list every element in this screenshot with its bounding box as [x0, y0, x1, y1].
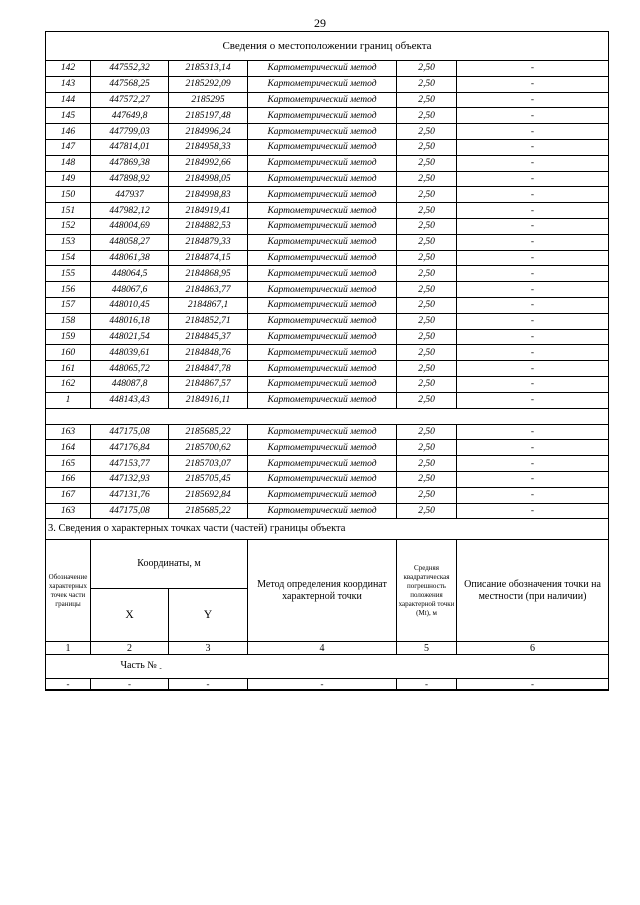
coord-x: 447869,38 — [91, 155, 169, 171]
description: - — [457, 440, 609, 456]
description: - — [457, 92, 609, 108]
accuracy: 2,50 — [397, 345, 457, 361]
table-row — [46, 139, 609, 155]
description: - — [457, 329, 609, 345]
coord-x: 448021,54 — [91, 329, 169, 345]
point-number: 147 — [46, 139, 91, 155]
coord-x: 448064,5 — [91, 266, 169, 282]
table-row — [46, 471, 609, 487]
point-number: 143 — [46, 76, 91, 92]
coord-y: 2184958,33 — [169, 139, 248, 155]
method: Картометрический метод — [248, 203, 397, 219]
point-number: 149 — [46, 171, 91, 187]
header-accuracy: Средняя квадратическая погрешность положения характерной точки (Mt), м — [397, 540, 457, 642]
accuracy: 2,50 — [397, 487, 457, 503]
page-number: 29 — [314, 16, 326, 30]
part-points-table — [45, 518, 609, 691]
method: Картометрический метод — [248, 187, 397, 203]
description: - — [457, 487, 609, 503]
table-row — [46, 313, 609, 329]
coord-x: 448058,27 — [91, 234, 169, 250]
accuracy: 2,50 — [397, 171, 457, 187]
coord-y: 2184874,15 — [169, 250, 248, 266]
point-number: 158 — [46, 313, 91, 329]
description: - — [457, 297, 609, 313]
description: - — [457, 139, 609, 155]
empty-cell: - — [248, 679, 397, 691]
coord-x: 447552,32 — [91, 61, 169, 77]
coord-x: 447982,12 — [91, 203, 169, 219]
column-number: 5 — [397, 642, 457, 655]
coord-y: 2185703,07 — [169, 456, 248, 472]
table-row — [46, 282, 609, 298]
coord-y: 2184996,24 — [169, 124, 248, 140]
coord-x: 447175,08 — [91, 503, 169, 519]
coord-y: 2185685,22 — [169, 503, 248, 519]
accuracy: 2,50 — [397, 218, 457, 234]
column-number: 3 — [169, 642, 248, 655]
description: - — [457, 266, 609, 282]
point-number: 164 — [46, 440, 91, 456]
table-row — [46, 345, 609, 361]
coord-y: 2184992,66 — [169, 155, 248, 171]
point-number: 159 — [46, 329, 91, 345]
accuracy: 2,50 — [397, 392, 457, 408]
table-row — [46, 487, 609, 503]
table-row — [46, 440, 609, 456]
point-number: 155 — [46, 266, 91, 282]
header-designation: Обозначение характерных точек части границы — [46, 540, 91, 642]
coord-x: 447568,25 — [91, 76, 169, 92]
method: Картометрический метод — [248, 456, 397, 472]
method: Картометрический метод — [248, 282, 397, 298]
accuracy: 2,50 — [397, 61, 457, 77]
accuracy: 2,50 — [397, 203, 457, 219]
table-row — [46, 297, 609, 313]
method: Картометрический метод — [248, 218, 397, 234]
header-y: Y — [169, 589, 248, 642]
point-number: 146 — [46, 124, 91, 140]
accuracy: 2,50 — [397, 424, 457, 440]
table-row — [46, 187, 609, 203]
column-number: 4 — [248, 642, 397, 655]
coord-x: 447176,84 — [91, 440, 169, 456]
accuracy: 2,50 — [397, 250, 457, 266]
coord-x: 447898,92 — [91, 171, 169, 187]
table-row — [46, 266, 609, 282]
table-row — [46, 218, 609, 234]
description: - — [457, 234, 609, 250]
method: Картометрический метод — [248, 313, 397, 329]
point-number: 150 — [46, 187, 91, 203]
table-row — [46, 424, 609, 440]
method: Картометрический метод — [248, 61, 397, 77]
point-number: 165 — [46, 456, 91, 472]
column-number: 6 — [457, 642, 609, 655]
coord-y: 2184879,33 — [169, 234, 248, 250]
method: Картометрический метод — [248, 329, 397, 345]
point-number: 153 — [46, 234, 91, 250]
column-number: 2 — [91, 642, 169, 655]
accuracy: 2,50 — [397, 124, 457, 140]
table-row — [46, 392, 609, 408]
coord-y: 2184863,77 — [169, 282, 248, 298]
accuracy: 2,50 — [397, 456, 457, 472]
coord-x: 447937 — [91, 187, 169, 203]
coord-x: 447153,77 — [91, 456, 169, 472]
table-row — [46, 155, 609, 171]
coord-y: 2185700,62 — [169, 440, 248, 456]
empty-cell: - — [169, 679, 248, 691]
coord-x: 448067,6 — [91, 282, 169, 298]
accuracy: 2,50 — [397, 376, 457, 392]
point-number: 154 — [46, 250, 91, 266]
accuracy: 2,50 — [397, 76, 457, 92]
coord-y: 2184919,41 — [169, 203, 248, 219]
point-number: 157 — [46, 297, 91, 313]
coord-x: 448143,43 — [91, 392, 169, 408]
separator-row — [46, 408, 609, 424]
method: Картометрический метод — [248, 440, 397, 456]
method: Картометрический метод — [248, 376, 397, 392]
accuracy: 2,50 — [397, 155, 457, 171]
point-number: 148 — [46, 155, 91, 171]
method: Картометрический метод — [248, 266, 397, 282]
method: Картометрический метод — [248, 361, 397, 377]
description: - — [457, 218, 609, 234]
coord-x: 448087,8 — [91, 376, 169, 392]
table-row — [46, 329, 609, 345]
accuracy: 2,50 — [397, 361, 457, 377]
coord-y: 2184998,05 — [169, 171, 248, 187]
part-label: Часть № — [120, 659, 157, 671]
coord-x: 448065,72 — [91, 361, 169, 377]
description: - — [457, 282, 609, 298]
point-number: 1 — [46, 392, 91, 408]
table-row — [46, 171, 609, 187]
description: - — [457, 392, 609, 408]
point-number: 160 — [46, 345, 91, 361]
accuracy: 2,50 — [397, 313, 457, 329]
coord-y: 2185197,48 — [169, 108, 248, 124]
method: Картометрический метод — [248, 392, 397, 408]
description: - — [457, 250, 609, 266]
method: Картометрический метод — [248, 297, 397, 313]
boundary-table — [45, 31, 609, 519]
table-row — [46, 203, 609, 219]
description: - — [457, 376, 609, 392]
table-row — [46, 456, 609, 472]
method: Картометрический метод — [248, 250, 397, 266]
coord-x: 447131,76 — [91, 487, 169, 503]
description: - — [457, 503, 609, 519]
separator-cell — [46, 408, 609, 424]
point-number: 166 — [46, 471, 91, 487]
header-x: X — [91, 589, 169, 642]
table-row — [46, 76, 609, 92]
coord-y: 2185295 — [169, 92, 248, 108]
point-number: 163 — [46, 424, 91, 440]
description: - — [457, 313, 609, 329]
method: Картометрический метод — [248, 92, 397, 108]
accuracy: 2,50 — [397, 234, 457, 250]
point-number: 142 — [46, 61, 91, 77]
method: Картометрический метод — [248, 471, 397, 487]
point-number: 163 — [46, 503, 91, 519]
table-row — [46, 361, 609, 377]
table-row — [46, 108, 609, 124]
description: - — [457, 361, 609, 377]
point-number: 152 — [46, 218, 91, 234]
section3-title: 3. Сведения о характерных точках части (частей) границы объекта — [46, 519, 609, 540]
table-row — [46, 124, 609, 140]
method: Картометрический метод — [248, 155, 397, 171]
accuracy: 2,50 — [397, 440, 457, 456]
method: Картометрический метод — [248, 124, 397, 140]
table-row — [46, 234, 609, 250]
empty-cell: - — [46, 679, 91, 691]
coord-x: 448004,69 — [91, 218, 169, 234]
coord-y: 2184882,53 — [169, 218, 248, 234]
table-row — [46, 250, 609, 266]
header-method: Метод определения координат характерной точки — [248, 540, 397, 642]
coord-x: 448039,61 — [91, 345, 169, 361]
empty-cell: - — [397, 679, 457, 691]
section-title: Сведения о местоположении границ объекта — [46, 32, 609, 61]
coord-y: 2184867,1 — [169, 297, 248, 313]
coord-y: 2184916,11 — [169, 392, 248, 408]
description: - — [457, 124, 609, 140]
coord-y: 2184845,37 — [169, 329, 248, 345]
description: - — [457, 108, 609, 124]
coord-y: 2184998,83 — [169, 187, 248, 203]
accuracy: 2,50 — [397, 92, 457, 108]
coord-x: 448016,18 — [91, 313, 169, 329]
method: Картометрический метод — [248, 503, 397, 519]
coord-y: 2185292,09 — [169, 76, 248, 92]
point-number: 156 — [46, 282, 91, 298]
coord-x: 448010,45 — [91, 297, 169, 313]
description: - — [457, 345, 609, 361]
coord-y: 2184852,71 — [169, 313, 248, 329]
empty-cell: - — [457, 679, 609, 691]
point-number: 167 — [46, 487, 91, 503]
coord-y: 2184848,76 — [169, 345, 248, 361]
table-row — [46, 92, 609, 108]
description: - — [457, 187, 609, 203]
coord-x: 448061,38 — [91, 250, 169, 266]
header-coordinates: Координаты, м — [91, 540, 248, 589]
point-number: 144 — [46, 92, 91, 108]
accuracy: 2,50 — [397, 471, 457, 487]
accuracy: 2,50 — [397, 187, 457, 203]
table-row — [46, 376, 609, 392]
column-number: 1 — [46, 642, 91, 655]
coord-y: 2185692,84 — [169, 487, 248, 503]
part-number: - — [159, 663, 162, 672]
accuracy: 2,50 — [397, 503, 457, 519]
point-number: 151 — [46, 203, 91, 219]
coord-y: 2185685,22 — [169, 424, 248, 440]
coord-x: 447814,01 — [91, 139, 169, 155]
accuracy: 2,50 — [397, 282, 457, 298]
method: Картометрический метод — [248, 108, 397, 124]
coord-x: 447175,08 — [91, 424, 169, 440]
method: Картометрический метод — [248, 76, 397, 92]
method: Картометрический метод — [248, 171, 397, 187]
empty-cell: - — [91, 679, 169, 691]
description: - — [457, 61, 609, 77]
method: Картометрический метод — [248, 139, 397, 155]
coord-y: 2185705,45 — [169, 471, 248, 487]
method: Картометрический метод — [248, 424, 397, 440]
accuracy: 2,50 — [397, 297, 457, 313]
header-description: Описание обозначения точки на местности (при наличии) — [457, 540, 609, 642]
coord-y: 2185313,14 — [169, 61, 248, 77]
coord-x: 447799,03 — [91, 124, 169, 140]
coord-x: 447132,93 — [91, 471, 169, 487]
accuracy: 2,50 — [397, 108, 457, 124]
description: - — [457, 203, 609, 219]
coord-y: 2184868,95 — [169, 266, 248, 282]
accuracy: 2,50 — [397, 329, 457, 345]
description: - — [457, 76, 609, 92]
coord-y: 2184867,57 — [169, 376, 248, 392]
accuracy: 2,50 — [397, 266, 457, 282]
coord-y: 2184847,78 — [169, 361, 248, 377]
coord-x: 447649,8 — [91, 108, 169, 124]
description: - — [457, 471, 609, 487]
part-spacer — [46, 655, 91, 679]
description: - — [457, 456, 609, 472]
description: - — [457, 155, 609, 171]
coord-x: 447572,27 — [91, 92, 169, 108]
table-row — [46, 61, 609, 77]
table-row — [46, 503, 609, 519]
accuracy: 2,50 — [397, 139, 457, 155]
method: Картометрический метод — [248, 345, 397, 361]
point-number: 145 — [46, 108, 91, 124]
point-number: 162 — [46, 376, 91, 392]
method: Картометрический метод — [248, 234, 397, 250]
description: - — [457, 424, 609, 440]
description: - — [457, 171, 609, 187]
method: Картометрический метод — [248, 487, 397, 503]
point-number: 161 — [46, 361, 91, 377]
part-row — [91, 655, 609, 679]
